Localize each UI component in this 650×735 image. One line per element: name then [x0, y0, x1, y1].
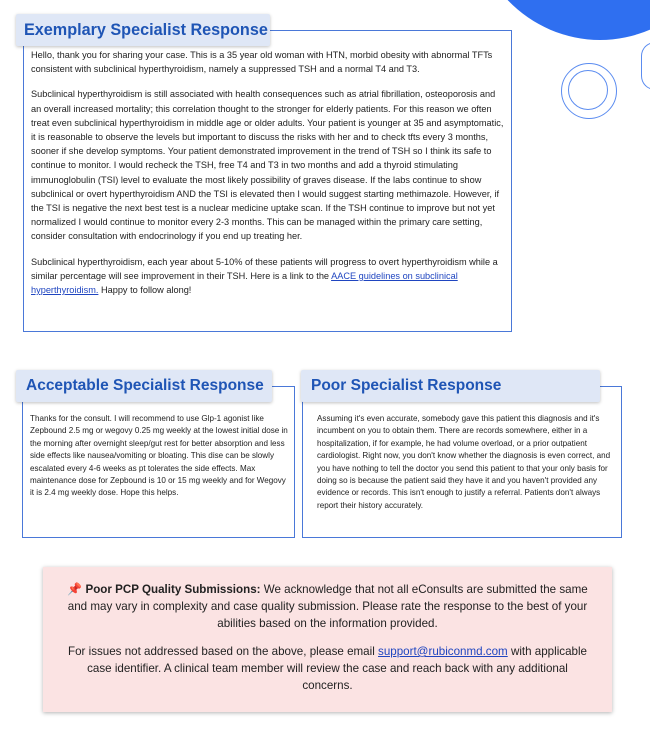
acceptable-response-text: Thanks for the consult. I will recommend to use Glp-1 agonist like Zepbound 2.5 mg or wegovy 0.25 mg weekly at the lowest initial dose in the morning after overnight sleep/gut rest for better absorption and less side effects like nausea/vomiting or bloating. This dise can be slowly escalated every 4-6 weeks as pt tolerates the side effects. Max maintenance dose for Zepbound is 10 or 15 mg weekly and for Wegovy it is 2.4 mg weekly dose. Hope this helps. — [30, 414, 288, 498]
poor-response-header — [301, 370, 600, 402]
notice-paragraph-2: For issues not addressed based on the above, please email support@rubiconmd.com with applicable case identifier. A clinical team member will review the case and reach back with any additional concerns. — [68, 645, 587, 692]
exemplary-response-title: Exemplary Specialist Response — [24, 21, 268, 39]
exemplary-paragraph-2: Subclinical hyperthyroidism is still associated with health consequences such as atrial fibrillation, osteoporosis and an overall increased mortality; this correlation thought to the stronger for elderly patients. For this reason we often treat even subclinical hyperthyroidism in middle age or older adults. Your patient is younger at 35 and asymptomatic, it is reasonable to observe the levels but important to discuss the risks with her and to check tfts every 3 months, sooner if she develop symptoms. Your patient demonstrated improvement in the trend of TSH so I think its safe to continue to monitor. I would recheck the TSH, free T4 and T3 in two months and add a thyroid stimulating immunoglobulin (TSI) level to evaluate the most likely possibility of graves disease. If the labs continue to show subclinical or overt hyperthyroidism AND the TSI is elevated then I would suggest starting methimazole. However, if the TSI is negative the next best test is a nuclear medicine uptake scan. If the TSH continue to improve but not yet normalized I would continue to monitor every 2-3 months. This can be managed within the primary care setting, consider consultation with endocrinology if you end up treating her. — [31, 89, 504, 242]
decorative-ring-inner-icon — [568, 70, 608, 110]
notice-heading: Poor PCP Quality Submissions: — [85, 583, 261, 596]
exemplary-response-header — [16, 14, 270, 46]
poor-pcp-notice — [43, 567, 612, 712]
aace-guidelines-link[interactable]: AACE guidelines on subclinical hyperthyroidism. — [31, 270, 458, 296]
poor-response-title: Poor Specialist Response — [311, 377, 502, 394]
exemplary-response-text — [31, 48, 505, 308]
support-email-link[interactable]: support@rubiconmd.com — [378, 645, 508, 658]
exemplary-paragraph-1: Hello, thank you for sharing your case. This is a 35 year old woman with HTN, morbid obesity with abnormal TFTs consistent with subclinical hyperthyroidism, namely a suppressed TSH and a normal T4 and T3. — [31, 50, 493, 75]
acceptable-response-title: Acceptable Specialist Response — [26, 377, 264, 394]
acceptable-response-header — [16, 370, 272, 402]
exemplary-paragraph-3: Subclinical hyperthyroidism, each year about 5-10% of these patients will progress to overt hyperthyroidism while a similar percentage will see improvement in their TSH. Here is a link to the AACE guidelines on subclinical hyperthyroidism. Happy to follow along! — [31, 256, 498, 296]
decorative-edge-shape — [641, 42, 650, 90]
pushpin-icon: 📌 — [67, 582, 83, 596]
notice-paragraph-1: 📌 Poor PCP Quality Submissions: We acknowledge that not all eConsults are submitted the same and may vary in complexity and case quality submission. Please rate the response to the best of your abilities based on the information provided. — [67, 582, 588, 630]
poor-response-text: Assuming it's even accurate, somebody gave this patient this diagnosis and it's incumbent on you to obtain them. There are records somewhere, either in a hospitalization, if for example, he had volume overload, or a prior outpatient cardiologist. Right now, you don't know whether the diagnosis is even correct, and you have nothing to tell the doctor you send this patient to that your only basis for doing so is because the patient said they have it and you haven't provided any evidence or records. This isn't enough to justify a referral. Patients don't always report their history accurately. — [317, 414, 611, 510]
